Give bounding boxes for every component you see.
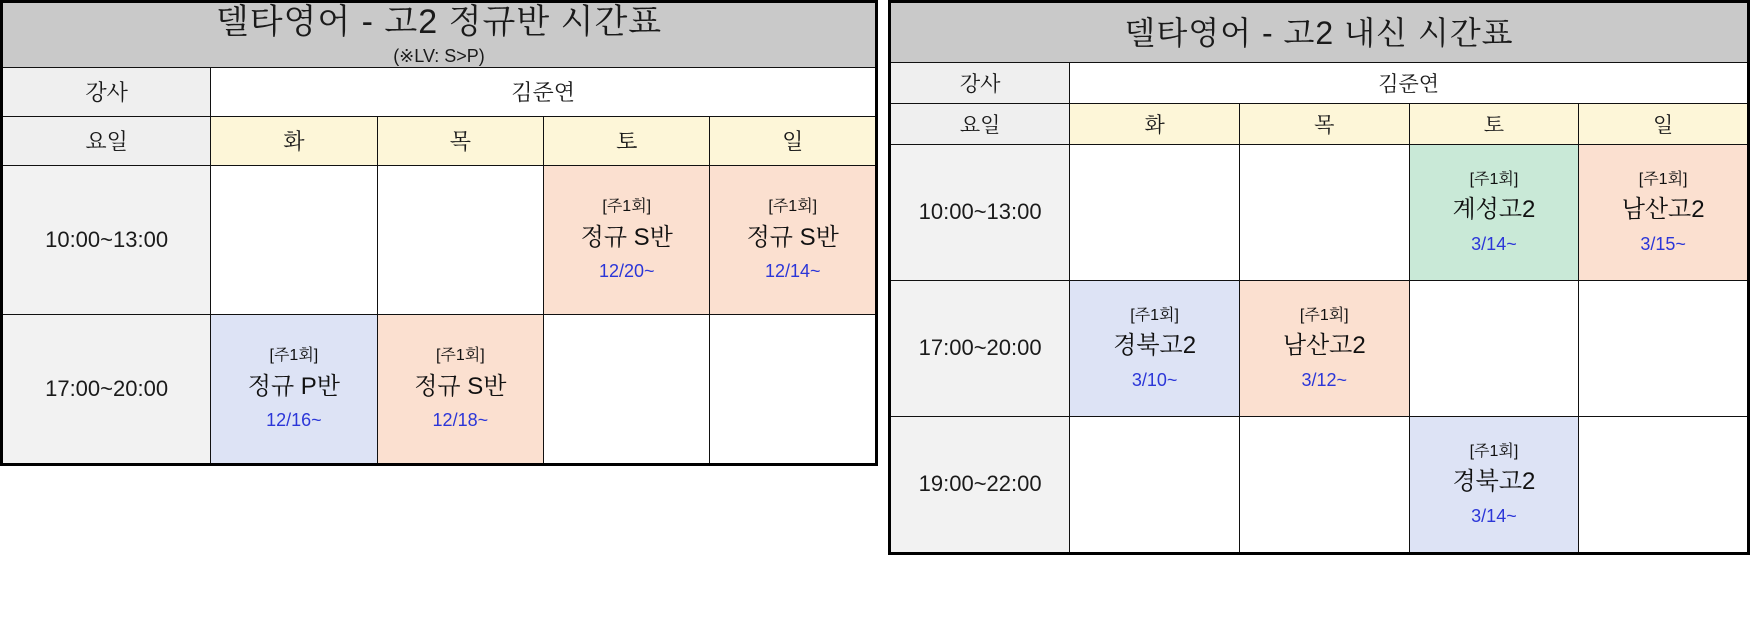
right-slot-0-2-name: 계성고2 (1452, 196, 1536, 224)
right-slot-0-2-freq: [주1회] (1469, 170, 1519, 188)
left-teacher-label: 강사 (2, 67, 211, 116)
left-slot-1-1-name: 정규 S반 (414, 372, 507, 400)
left-title-text: 델타영어 - 고2 정규반 시간표 (215, 3, 663, 41)
left-slot-0-3-freq: [주1회] (768, 198, 818, 216)
right-slot-0-2[interactable] (1409, 144, 1579, 280)
left-day-label: 요일 (2, 116, 211, 165)
schedule-table-left (0, 0, 878, 466)
right-slot-0-3-date: 3/15~ (1640, 233, 1686, 254)
schedule-table-right (888, 0, 1750, 555)
right-table-title (890, 2, 1749, 63)
right-day-label: 요일 (890, 103, 1070, 144)
left-slot-0-1[interactable] (377, 165, 543, 314)
left-slot-1-3[interactable] (710, 314, 877, 464)
right-slot-2-3[interactable] (1579, 416, 1749, 553)
right-teacher-name: 김준연 (1070, 62, 1749, 103)
left-teacher-name: 김준연 (211, 67, 877, 116)
right-slot-0-0[interactable] (1070, 144, 1240, 280)
right-slot-2-1[interactable] (1239, 416, 1409, 553)
left-day-header-0: 화 (211, 116, 377, 165)
table-row-title (2, 2, 877, 68)
left-slot-0-0[interactable] (211, 165, 377, 314)
right-slot-1-0-freq: [주1회] (1130, 306, 1179, 324)
left-slot-1-1-freq: [주1회] (435, 347, 485, 365)
right-slot-0-3[interactable] (1579, 144, 1749, 280)
regular-class-schedule (0, 0, 878, 466)
table-row (2, 314, 877, 464)
right-time-label-0: 10:00~13:00 (890, 144, 1070, 280)
right-slot-1-1-date: 3/12~ (1301, 369, 1348, 390)
table-row-teacher (2, 67, 877, 116)
left-day-header-3: 일 (710, 116, 877, 165)
right-slot-1-3[interactable] (1579, 280, 1749, 416)
right-slot-1-1[interactable] (1239, 280, 1409, 416)
internal-exam-schedule (888, 0, 1750, 555)
left-slot-0-2-name: 정규 S반 (580, 223, 673, 251)
left-slot-1-1-date: 12/18~ (432, 410, 489, 431)
right-slot-1-1-freq: [주1회] (1299, 306, 1349, 324)
left-slot-0-3-name: 정규 S반 (746, 223, 839, 251)
left-slot-0-3-date: 12/14~ (764, 261, 821, 282)
table-row-title (890, 2, 1749, 63)
table-row (890, 416, 1749, 553)
left-day-header-2: 토 (544, 116, 710, 165)
left-day-header-1: 목 (377, 116, 543, 165)
right-slot-2-0[interactable] (1070, 416, 1240, 553)
right-day-header-3: 일 (1579, 103, 1749, 144)
right-teacher-label: 강사 (890, 62, 1070, 103)
right-day-header-2: 토 (1409, 103, 1579, 144)
right-day-header-0: 화 (1070, 103, 1240, 144)
left-time-label-1: 17:00~20:00 (2, 314, 211, 464)
right-time-label-2: 19:00~22:00 (890, 416, 1070, 553)
right-slot-0-1[interactable] (1239, 144, 1409, 280)
left-slot-1-0-freq: [주1회] (269, 347, 319, 365)
right-slot-1-2[interactable] (1409, 280, 1579, 416)
right-slot-1-0[interactable] (1070, 280, 1240, 416)
left-time-label-0: 10:00~13:00 (2, 165, 211, 314)
left-slot-0-3[interactable] (710, 165, 877, 314)
table-row (890, 280, 1749, 416)
left-table-title (2, 2, 877, 68)
right-slot-2-2-date: 3/14~ (1471, 505, 1517, 526)
table-row-days (890, 103, 1749, 144)
right-slot-2-2-freq: [주1회] (1469, 442, 1519, 460)
right-time-label-1: 17:00~20:00 (890, 280, 1070, 416)
left-slot-1-0-date: 12/16~ (266, 410, 322, 431)
right-day-header-1: 목 (1239, 103, 1409, 144)
table-row (2, 165, 877, 314)
left-slot-0-2-date: 12/20~ (598, 261, 655, 282)
right-slot-0-3-freq: [주1회] (1638, 170, 1688, 188)
right-slot-2-2[interactable] (1409, 416, 1579, 553)
left-slot-1-1[interactable] (377, 314, 543, 464)
table-row-teacher (890, 62, 1749, 103)
table-row (890, 144, 1749, 280)
right-slot-1-0-name: 경북고2 (1113, 332, 1197, 360)
left-slot-0-2-freq: [주1회] (602, 198, 652, 216)
left-title-subtitle: (※LV: S>P) (393, 46, 485, 67)
left-slot-0-2[interactable] (544, 165, 710, 314)
right-slot-0-2-date: 3/14~ (1471, 233, 1517, 254)
left-slot-1-0[interactable] (211, 314, 377, 464)
right-slot-0-3-name: 남산고2 (1621, 196, 1705, 224)
right-slot-1-1-name: 남산고2 (1282, 332, 1366, 360)
left-slot-1-2[interactable] (544, 314, 710, 464)
right-slot-1-0-date: 3/10~ (1131, 369, 1178, 390)
left-slot-1-0-name: 정규 P반 (247, 372, 340, 400)
table-row-days (2, 116, 877, 165)
right-title-text: 델타영어 - 고2 내신 시간표 (1124, 15, 1514, 51)
right-slot-2-2-name: 경북고2 (1452, 468, 1536, 496)
